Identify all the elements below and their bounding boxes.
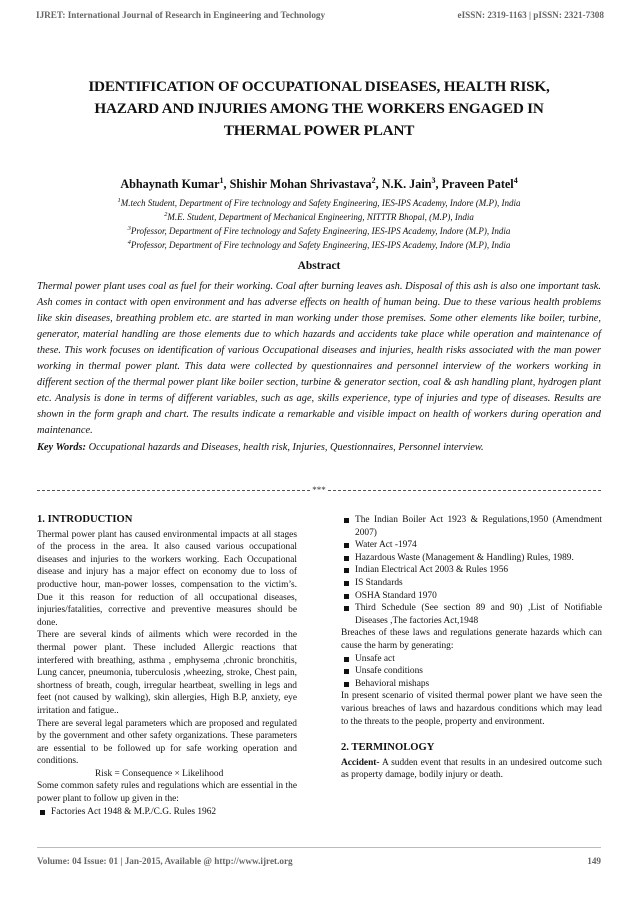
author-name: N.K. Jain — [381, 177, 432, 192]
paragraph: There are several kinds of ailments which were recorded in the thermal power plant. These included Allergic reactions that interfered with breathing, asthma , emphysema ,chronic bronchitis, Lung cancer, pneumonia, tuberculosis ,wheezing, stroke, Chest pain, shortness of breath, cough, irregular heartbeat, swelling in legs and feet (not caused by walking), skin allergies, High B.P, anxiety, eye irritation and fatigue.. — [37, 630, 297, 716]
affiliation-text: Professor, Department of Fire technology and Safety Engineering, IES-IPS Academy, Indore (M.P), India — [130, 226, 511, 236]
list-item: Unsafe conditions — [341, 665, 602, 678]
paragraph: Breaches of these laws and regulations generate hazards which can cause the harm by generating: — [341, 628, 602, 651]
footer-citation: Volume: 04 Issue: 01 | Jan-2015, Available @ http://www.ijret.org — [37, 856, 293, 866]
paragraph: Some common safety rules and regulations which are essential in the power plant to follow up given in the: — [37, 781, 297, 805]
term-definition: A sudden event that results in an undesired outcome such as property damage, bodily injury or death. — [341, 757, 602, 781]
title-line: HAZARD AND INJURIES AMONG THE WORKERS ENGAGED IN — [94, 100, 544, 117]
author-list — [30, 176, 608, 192]
affiliation — [30, 209, 608, 223]
list-item: Unsafe act — [341, 653, 602, 666]
affiliations — [30, 195, 608, 251]
author-name: Praveen Patel — [441, 177, 514, 192]
rules-list — [37, 806, 297, 819]
rules-list — [341, 514, 602, 627]
keywords-text: Occupational hazards and Diseases, health risk, Injuries, Questionnaires, Personnel interview. — [85, 442, 484, 453]
affiliation-sup: 4 — [127, 239, 131, 246]
right-column — [341, 514, 602, 782]
term-label: Accident- — [341, 757, 380, 768]
running-footer — [37, 856, 601, 866]
risk-formula: Risk = Consequence × Likelihood — [95, 768, 224, 779]
author-sep: , — [375, 177, 382, 192]
list-item: Behavioral mishaps — [341, 678, 602, 691]
affiliation — [30, 223, 608, 237]
affiliation-sup: 3 — [127, 225, 131, 232]
abstract-heading: Abstract — [297, 260, 341, 272]
title-line: THERMAL POWER PLANT — [223, 122, 415, 139]
section-separator — [37, 485, 601, 495]
running-header — [36, 10, 604, 20]
author-sep: , — [223, 177, 230, 192]
paragraph: In present scenario of visited thermal power plant we have seen the various breaches of laws and hazardous conditions which may lead to the threats to the people, property and environment. — [341, 691, 602, 727]
journal-name: IJRET: International Journal of Research in Engineering and Technology — [36, 10, 326, 20]
keywords — [37, 440, 601, 456]
left-column — [37, 514, 297, 818]
author-name: Shishir Mohan Shrivastava — [229, 177, 372, 192]
paragraph — [341, 757, 602, 782]
affiliation — [30, 195, 608, 209]
author-sup: 1 — [219, 176, 224, 185]
paragraph: There are several legal parameters which are proposed and regulated by the government and other safety organizations. These parameters are essential to be followed up for safe working operation and conditions. — [37, 718, 297, 767]
separator-stars: *** — [312, 485, 326, 495]
affiliation-text: M.tech Student, Department of Fire technology and Safety Engineering, IES-IPS Academy, Indore (M.P), India — [120, 198, 521, 208]
separator-dash — [328, 490, 601, 491]
list-item: Indian Electrical Act 2003 & Rules 1956 — [341, 564, 602, 577]
section-heading-introduction: 1. INTRODUCTION — [37, 514, 133, 525]
list-item: IS Standards — [341, 577, 602, 590]
list-item: Factories Act 1948 & M.P./C.G. Rules 1962 — [37, 806, 297, 819]
author-sup: 2 — [371, 176, 376, 185]
author-name: Abhaynath Kumar — [120, 177, 220, 192]
list-item: OSHA Standard 1970 — [341, 590, 602, 603]
author-sup: 3 — [431, 176, 436, 185]
breaches-list — [341, 653, 602, 691]
author-sep: , — [435, 177, 442, 192]
footer-rule — [37, 847, 601, 848]
keywords-label: Key Words: — [37, 442, 86, 453]
section-heading-terminology: 2. TERMINOLOGY — [341, 742, 435, 754]
paragraph: Thermal power plant has caused environmental impacts at all stages of the process in the area. It also caused various occupational diseases and injuries to the workers working. Each Occupational disease and injury has a major effect on economy due to loss of productive hour, man-power losses, compensation to the victim’s. Due it this reason for reduction of all occupational diseases, injuries/fatalities, corrective and preventive measures should be done. — [37, 529, 297, 628]
affiliation — [30, 237, 608, 251]
affiliation-text: M.E. Student, Department of Mechanical Engineering, NITTTR Bhopal, (M.P), India — [167, 212, 474, 222]
list-item: Third Schedule (See section 89 and 90) ,List of Notifiable Diseases ,The factories Act,1948 — [341, 602, 602, 627]
abstract-text: Thermal power plant uses coal as fuel for their working. Coal after burning leaves ash. Disposal of this ash is also one important task. Ash comes in contact with open environment and has adverse effects on health of human being. Due to these various health problems like skin diseases, breathing problem etc. are started in man working under those premises. Some other elements like boiler, turbine, generator, material handling are those elements due to which hazards and accidents take place while operation and maintenance of these. This work focuses on identification of various Occupational diseases and injuries, health risks associated with the man power working in thermal power plant. This data were collected by questionnaires and personnel interview of the workers working in different section of the thermal power plant like boiler section, turbine & generator section, coal & ash handling plant, hydrogen plant etc. Analysis is done in terms of different variables, such as age, skills experience, type of injuries and type of diseases. Results are shown in the form graph and chart. The results indicate a remarkable and visible impact on health of workers during operation and maintenance. — [37, 281, 601, 436]
title-line: IDENTIFICATION OF OCCUPATIONAL DISEASES, HEALTH RISK, — [88, 78, 550, 95]
author-sup: 4 — [513, 176, 518, 185]
page-number: 149 — [587, 856, 601, 866]
affiliation-text: Professor, Department of Fire technology and Safety Engineering, IES-IPS Academy, Indore (M.P), India — [130, 240, 511, 250]
separator-dash — [37, 490, 310, 491]
list-item: The Indian Boiler Act 1923 & Regulations,1950 (Amendment 2007) — [341, 514, 602, 539]
affiliation-sup: 1 — [117, 197, 121, 204]
list-item: Water Act -1974 — [341, 539, 602, 552]
list-item: Hazardous Waste (Management & Handling) Rules, 1989. — [341, 552, 602, 565]
paper-title — [40, 76, 598, 142]
affiliation-sup: 2 — [164, 211, 168, 218]
issn: eISSN: 2319-1163 | pISSN: 2321-7308 — [457, 10, 604, 20]
